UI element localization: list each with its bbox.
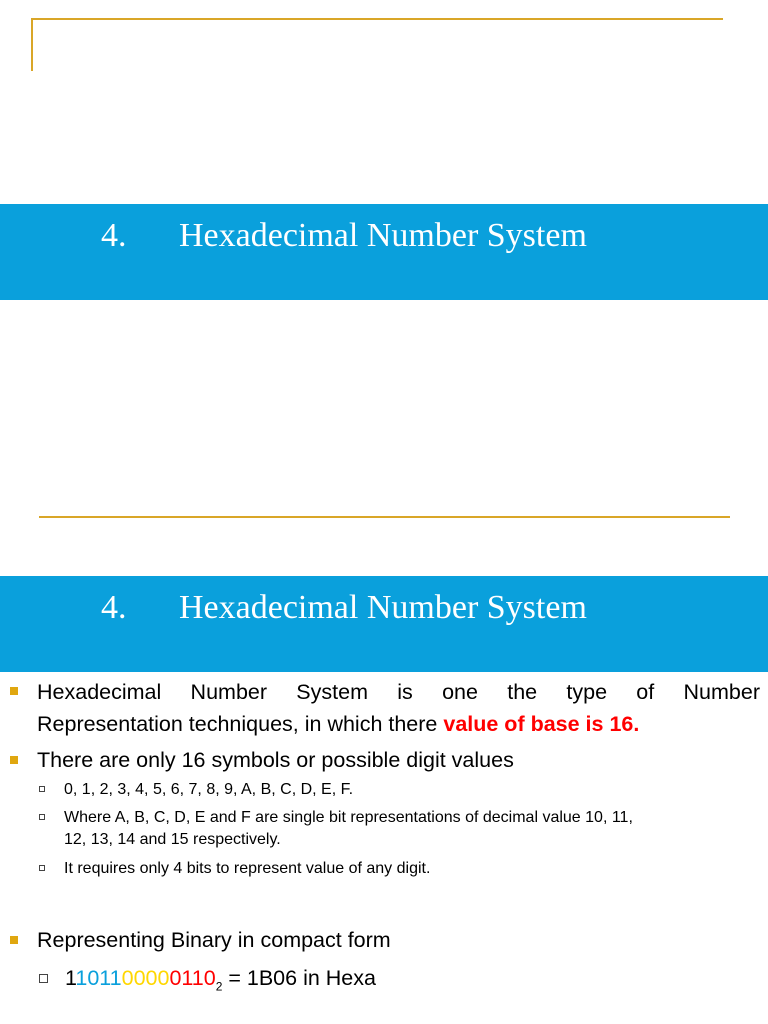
hex-equivalent: = 1B06 in Hexa [222, 966, 376, 990]
top-rule-horizontal [32, 18, 723, 20]
sub-bullet-2 [64, 807, 764, 851]
slide1-title-banner [0, 204, 768, 300]
sub-bullet-marker [39, 974, 48, 983]
bullet-3: Representing Binary in compact form [37, 928, 391, 952]
sub-bullet-1: 0, 1, 2, 3, 4, 5, 6, 7, 8, 9, A, B, C, D, E, F. [64, 781, 354, 798]
sub-bullet-2-line1: Where A, B, C, D, E and F are single bit representations of decimal value 10, 11, [64, 809, 633, 826]
sub-bullet-marker [39, 786, 45, 792]
bullet-marker [10, 687, 18, 695]
slide1-title-number: 4. [101, 217, 127, 254]
base-subscript: 2 [215, 979, 223, 994]
slide1-title: Hexadecimal Number System [179, 217, 587, 254]
bullet-1-line2 [37, 708, 760, 740]
bullet-1-line1: Hexadecimal Number System is one the type of Number [37, 680, 760, 704]
bullet-marker [10, 936, 18, 944]
bullet-1-line2-text: Representation techniques, in which there [37, 712, 444, 736]
sub-bullet-3: It requires only 4 bits to represent value of any digit. [64, 860, 431, 877]
base-highlight: value of base is 16. [443, 712, 640, 736]
bullet-marker [10, 756, 18, 764]
binary-group-1: 1 [65, 966, 76, 990]
slide-divider-line [39, 516, 730, 518]
sub-bullet-2-line2: 12, 13, 14 and 15 respectively. [64, 831, 281, 848]
bullet-2: There are only 16 symbols or possible digit values [37, 748, 514, 772]
binary-group-2: 1011 [75, 966, 122, 990]
bullet-1 [37, 676, 760, 740]
top-rule-vertical [31, 18, 33, 71]
binary-group-3: 0000 [121, 966, 170, 990]
binary-group-4: 0110 [169, 966, 216, 990]
sub-bullet-marker [39, 865, 45, 871]
slide2-title-number: 4. [101, 589, 127, 626]
binary-example [65, 962, 665, 994]
slide2-title-banner [0, 576, 768, 672]
slide2-title: Hexadecimal Number System [179, 589, 587, 626]
sub-bullet-marker [39, 814, 45, 820]
